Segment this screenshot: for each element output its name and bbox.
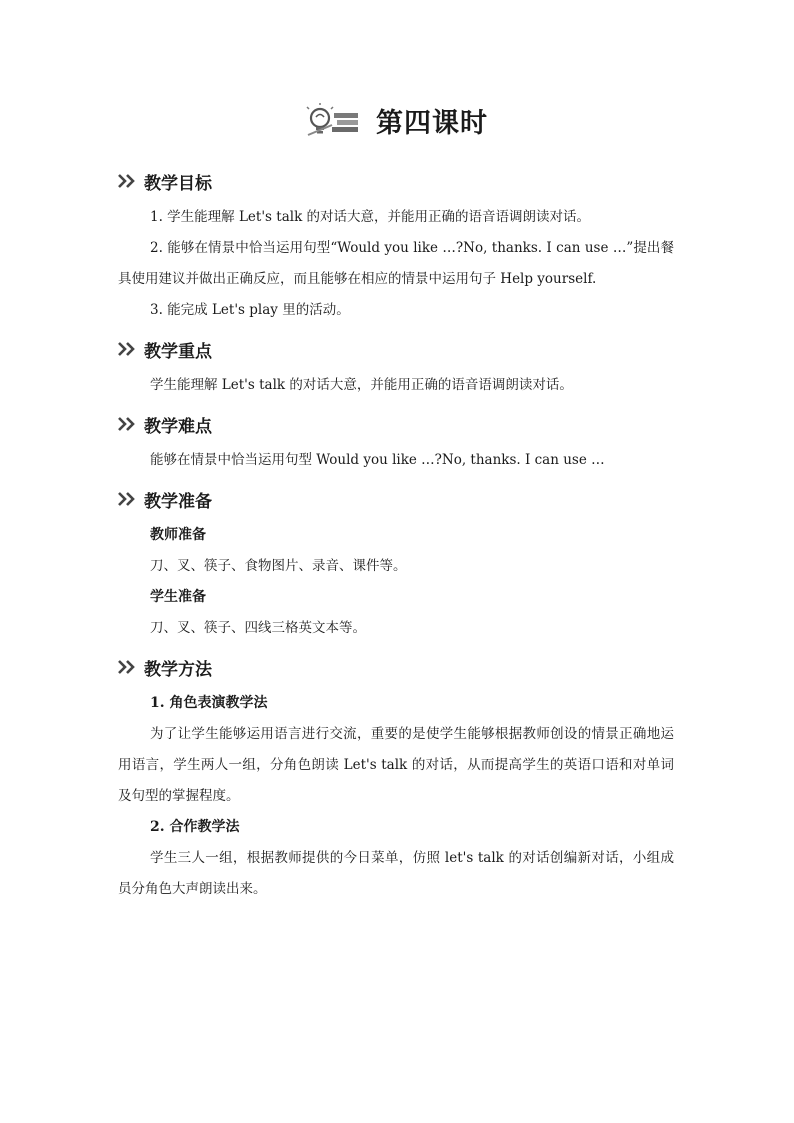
- content-body: [118, 158, 674, 905]
- title-bar: [0, 98, 794, 142]
- student-prep-text: 刀、叉、筷子、四线三格英文本等。: [150, 620, 366, 636]
- section-key-points-heading: [118, 332, 674, 366]
- teacher-prep-text: 刀、叉、筷子、食物图片、录音、课件等。: [150, 558, 407, 574]
- double-chevron-icon: [118, 492, 140, 506]
- section-objectives-heading: [118, 164, 674, 198]
- method-1-number: 1.: [150, 695, 165, 711]
- method-1-title: [118, 688, 674, 719]
- objective-item-3: 3. 能完成 Let's play 里的活动。: [150, 302, 350, 318]
- section-title: 教学准备: [144, 491, 212, 512]
- section-methods-heading: [118, 650, 674, 684]
- section-difficulties-heading: [118, 407, 674, 441]
- section-title: 教学难点: [144, 416, 212, 437]
- section-title: 教学方法: [144, 659, 212, 680]
- method-2-title: [118, 812, 674, 843]
- section-title: 教学重点: [144, 341, 212, 362]
- objective-item-2: 2. 能够在情景中恰当运用句型“Would you like …?No, thanks. I can use …”提出餐具使用建议并做出正确反应，而且能够在相应的情景中运用句子 Help yourself.: [118, 240, 674, 287]
- section-title: 教学目标: [144, 173, 212, 194]
- lightbulb-icon: [306, 103, 362, 137]
- method-1-name: 角色表演教学法: [169, 695, 268, 711]
- double-chevron-icon: [118, 660, 140, 674]
- student-prep-label: 学生准备: [150, 589, 206, 605]
- page-title: 第四课时: [376, 107, 488, 139]
- double-chevron-icon: [118, 417, 140, 431]
- difficulties-text: 能够在情景中恰当运用句型 Would you like …?No, thanks. I can use …: [150, 452, 605, 468]
- method-2-name: 合作教学法: [169, 819, 240, 835]
- double-chevron-icon: [118, 174, 140, 188]
- key-points-text: 学生能理解 Let's talk 的对话大意，并能用正确的语音语调朗读对话。: [150, 377, 573, 393]
- method-1-text: 为了让学生能够运用语言进行交流，重要的是使学生能够根据教师创设的情景正确地运用语言，学生两人一组，分角色朗读 Let's talk 的对话，从而提高学生的英语口语和对单词及句型的掌握程度。: [118, 726, 674, 804]
- section-preparation-heading: [118, 482, 674, 516]
- double-chevron-icon: [118, 342, 140, 356]
- method-2-text: 学生三人一组，根据教师提供的今日菜单，仿照 let's talk 的对话创编新对话，小组成员分角色大声朗读出来。: [118, 850, 674, 897]
- objective-item-1: 1. 学生能理解 Let's talk 的对话大意，并能用正确的语音语调朗读对话。: [150, 209, 591, 225]
- method-2-number: 2.: [150, 819, 165, 835]
- teacher-prep-label: 教师准备: [150, 527, 206, 543]
